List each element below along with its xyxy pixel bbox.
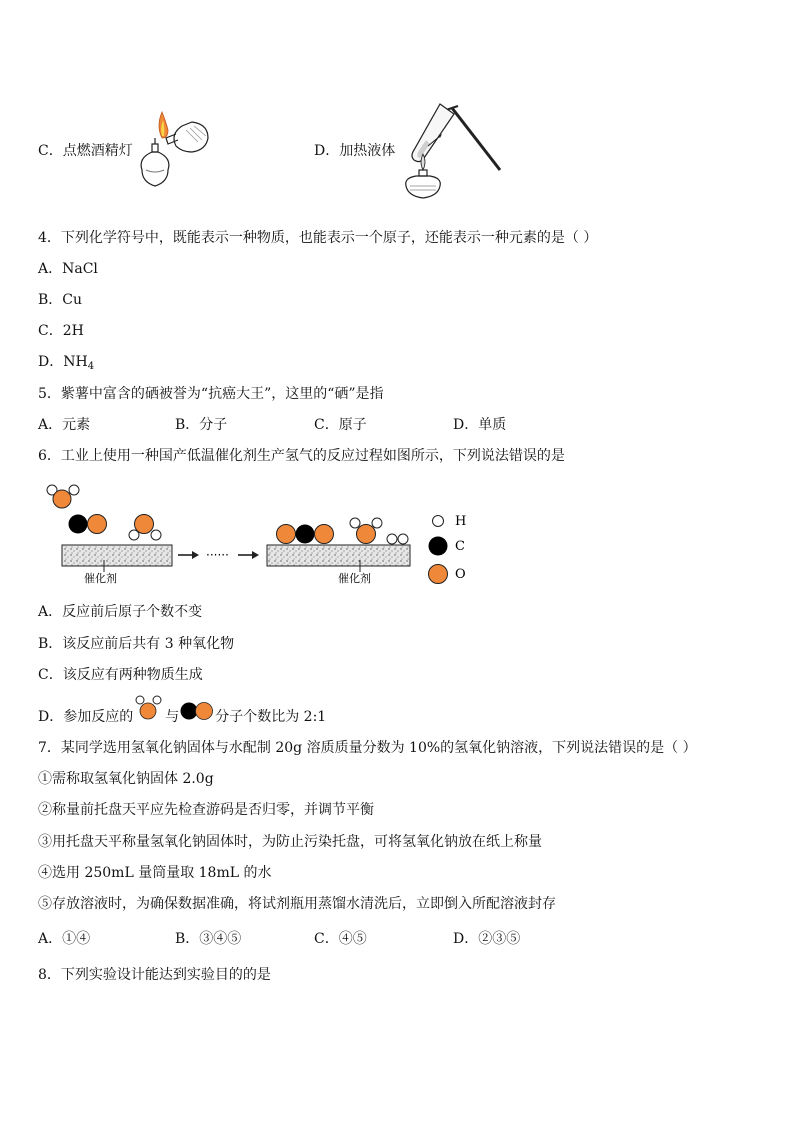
option-7c: C．④⑤ bbox=[314, 931, 367, 947]
option-5d: D．单质 bbox=[453, 417, 507, 433]
question-6-stem: 6．工业上使用一种国产低温催化剂生产氢气的反应过程如图所示，下列说法错误的是 bbox=[38, 448, 565, 464]
svg-text:······: ······ bbox=[206, 548, 229, 562]
legend-c: C bbox=[455, 539, 465, 554]
option-6d-prefix: D．参加反应的 bbox=[38, 709, 134, 725]
legend bbox=[429, 514, 467, 584]
reaction-process-diagram bbox=[40, 482, 480, 592]
option-6b: B．该反应前后共有 3 种氧化物 bbox=[38, 636, 235, 652]
option-7a: A．①④ bbox=[38, 931, 91, 947]
co2-molecule-right bbox=[277, 525, 334, 544]
option-6c: C．该反应有两种物质生成 bbox=[38, 667, 203, 683]
catalyst-label-left: 催化剂 bbox=[84, 572, 117, 585]
option-4a: A．NaCl bbox=[38, 261, 98, 277]
legend-h: H bbox=[455, 514, 467, 529]
water-molecule-left-top bbox=[47, 485, 79, 508]
statement-7-1: ①需称取氢氧化钠固体 2.0g bbox=[38, 771, 214, 787]
alcohol-lamp-lighting-illustration bbox=[128, 108, 218, 193]
co-molecule-left bbox=[69, 515, 107, 534]
heating-liquid-illustration bbox=[400, 100, 500, 205]
co-molecule-inline-icon bbox=[179, 701, 215, 721]
option-7d: D．②③⑤ bbox=[453, 931, 521, 947]
water-molecule-inline-icon bbox=[133, 695, 165, 721]
option-3d-label: D．加热液体 bbox=[314, 143, 396, 159]
option-6d-mid: 与 bbox=[165, 709, 180, 725]
statement-7-2: ②称量前托盘天平应先检查游码是否归零，并调节平衡 bbox=[38, 802, 374, 818]
option-6a: A．反应前后原子个数不变 bbox=[38, 604, 203, 620]
option-5a: A．元素 bbox=[38, 417, 91, 433]
option-4d-subscript: 4 bbox=[87, 361, 95, 372]
statement-7-4: ④选用 250mL 量筒量取 18mL 的水 bbox=[38, 865, 272, 881]
option-4d bbox=[38, 353, 94, 376]
option-4d-text: D．NH bbox=[38, 354, 88, 370]
water-molecule-right bbox=[350, 518, 382, 544]
option-6d bbox=[38, 703, 326, 726]
question-8-stem: 8．下列实验设计能达到实验目的的是 bbox=[38, 967, 271, 983]
catalyst-block-right bbox=[267, 545, 410, 566]
option-4c: C．2H bbox=[38, 323, 84, 339]
option-4b: B．Cu bbox=[38, 292, 83, 308]
catalyst-block-left bbox=[62, 545, 172, 566]
question-7-stem: 7．某同学选用氢氧化钠固体与水配制 20g 溶质质量分数为 10%的氢氧化钠溶液，下列说法错误的是（ ） bbox=[38, 740, 697, 756]
option-5c: C．原子 bbox=[314, 417, 367, 433]
question-4-stem: 4．下列化学符号中，既能表示一种物质，也能表示一个原子，还能表示一种元素的是（ ） bbox=[38, 230, 598, 246]
option-7b: B．③④⑤ bbox=[175, 931, 242, 947]
water-molecule-left-bottom bbox=[129, 515, 161, 541]
hydrogen-molecule-right bbox=[387, 534, 408, 544]
option-3c-label: C．点燃酒精灯 bbox=[38, 143, 133, 159]
statement-7-3: ③用托盘天平称量氢氧化钠固体时，为防止污染托盘，可将氢氧化钠放在纸上称量 bbox=[38, 834, 542, 850]
option-5b: B．分子 bbox=[175, 417, 228, 433]
legend-o: O bbox=[455, 567, 466, 582]
option-6d-suffix: 分子个数比为 2:1 bbox=[215, 709, 327, 725]
question-5-stem: 5．紫薯中富含的硒被誉为“抗癌大王”，这里的“硒”是指 bbox=[38, 386, 384, 402]
catalyst-label-right: 催化剂 bbox=[338, 572, 371, 585]
statement-7-5: ⑤存放溶液时，为确保数据准确，将试剂瓶用蒸馏水清洗后，立即倒入所配溶液封存 bbox=[38, 896, 556, 912]
